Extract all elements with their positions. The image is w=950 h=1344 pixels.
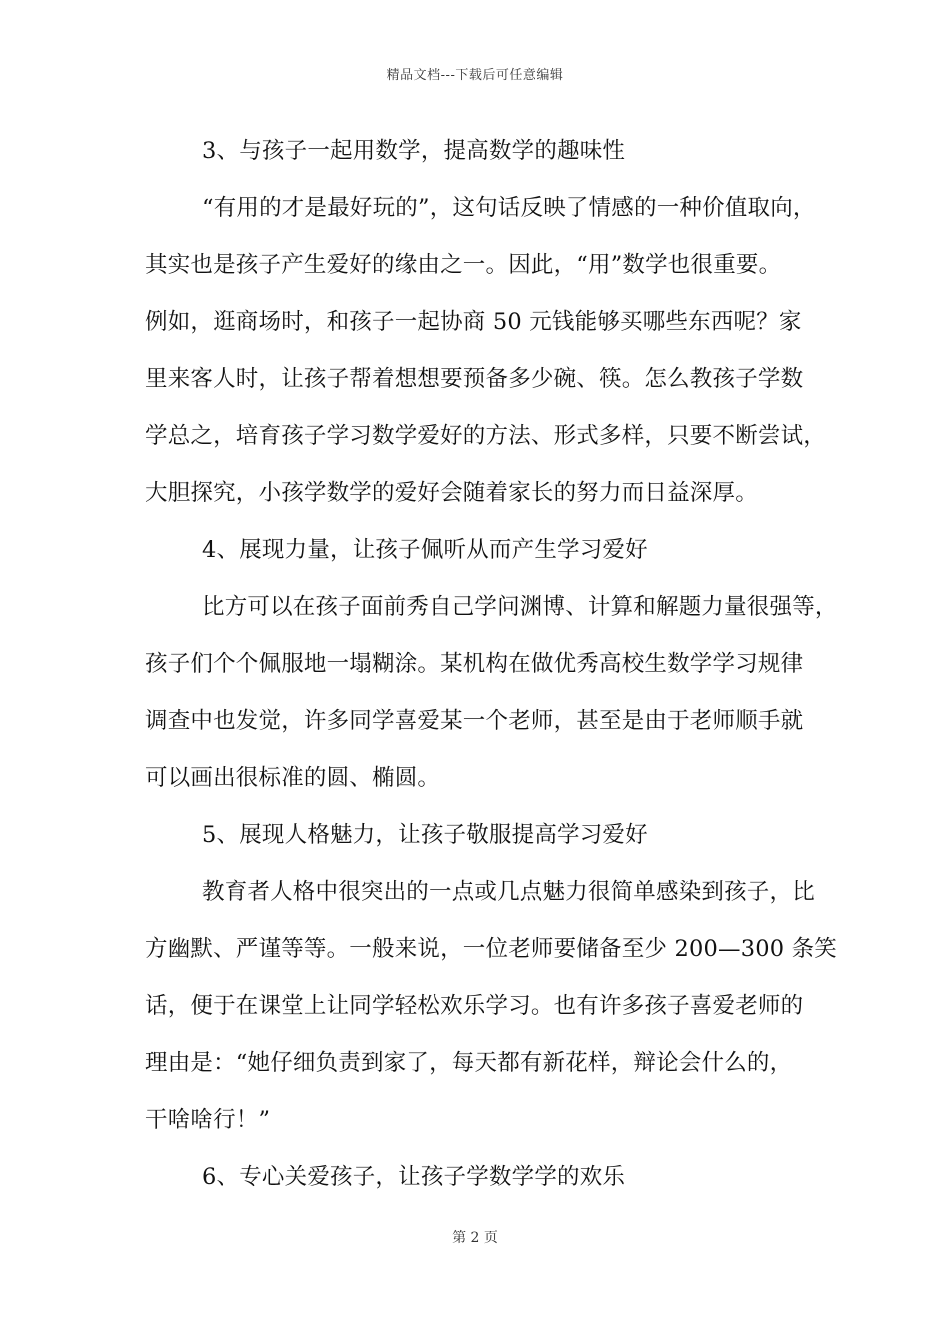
paragraph-line: 其实也是孩子产生爱好的缘由之一。因此，“用”数学也很重要。 [145, 252, 782, 278]
paragraph-line: 调查中也发觉，许多同学喜爱某一个老师，甚至是由于老师顺手就 [145, 708, 804, 734]
heading-section-4: 4、展现力量，让孩子佩听从而产生学习爱好 [202, 537, 648, 563]
page-header: 精品文档---下载后可任意编辑 [386, 68, 564, 83]
paragraph-line: 孩子们个个佩服地一塌糊涂。某机构在做优秀高校生数学学习规律 [145, 651, 804, 677]
paragraph-line: 大胆探究，小孩学数学的爱好会随着家长的努力而日益深厚。 [145, 480, 758, 506]
paragraph-line: 方幽默、严谨等等。一般来说，一位老师要储备至少 200—300 条笑 [145, 936, 837, 962]
heading-section-3: 3、与孩子一起用数学，提高数学的趣味性 [202, 138, 626, 164]
paragraph-line: 教育者人格中很突出的一点或几点魅力很简单感染到孩子，比 [202, 879, 815, 905]
paragraph-line: 可以画出很标准的圆、椭圆。 [145, 765, 441, 791]
heading-section-6: 6、专心关爱孩子，让孩子学数学学的欢乐 [202, 1164, 626, 1190]
paragraph-line: 例如，逛商场时，和孩子一起协商 50 元钱能够买哪些东西呢？家 [145, 309, 802, 335]
paragraph-line: 话，便于在课堂上让同学轻松欢乐学习。也有许多孩子喜爱老师的 [145, 993, 804, 1019]
page-number: 第 2 页 [452, 1230, 498, 1246]
paragraph-line: 干啥啥行！” [145, 1107, 271, 1133]
paragraph-line: 比方可以在孩子面前秀自己学问渊博、计算和解题力量很强等， [202, 594, 838, 620]
paragraph-line: 里来客人时，让孩子帮着想想要预备多少碗、筷。怎么教孩子学数 [145, 366, 804, 392]
heading-section-5: 5、展现人格魅力，让孩子敬服提高学习爱好 [202, 822, 648, 848]
paragraph-line: 学总之，培育孩子学习数学爱好的方法、形式多样，只要不断尝试， [145, 423, 827, 449]
paragraph-line: “有用的才是最好玩的”，这句话反映了情感的一种价值取向， [202, 195, 816, 221]
paragraph-line: 理由是：“她仔细负责到家了，每天都有新花样，辩论会什么的， [145, 1050, 793, 1076]
